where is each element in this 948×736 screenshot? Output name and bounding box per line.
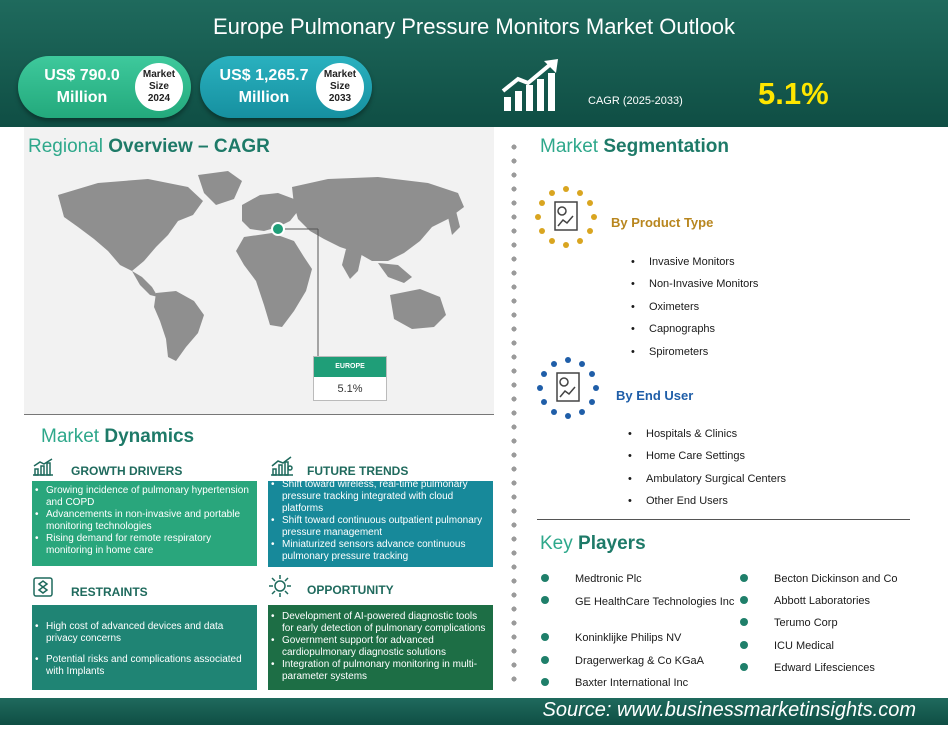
market-size-2033-value: US$ 1,265.7 Million bbox=[219, 67, 309, 106]
end-user-title: By End User bbox=[616, 388, 694, 403]
restraints-icon bbox=[32, 576, 54, 598]
footer-bar bbox=[0, 698, 948, 725]
player-name: Abbott Laboratories bbox=[774, 595, 871, 607]
divider-right bbox=[537, 519, 910, 520]
growth-chart-icon bbox=[500, 57, 564, 113]
future-trends-title: FUTURE TRENDS bbox=[307, 464, 409, 478]
europe-marker bbox=[272, 223, 284, 235]
product-type-title: By Product Type bbox=[611, 215, 714, 230]
player-bullet bbox=[541, 596, 549, 604]
regional-overview-title: Regional Overview – CAGR bbox=[28, 136, 270, 157]
player-bullet bbox=[740, 596, 748, 604]
market-size-2024-value: US$ 790.0 Million bbox=[44, 67, 120, 106]
vertical-dotted-divider bbox=[511, 140, 517, 690]
growth-drivers-title: GROWTH DRIVERS bbox=[71, 464, 183, 478]
opportunity-title: OPPORTUNITY bbox=[307, 583, 394, 597]
europe-cagr-box bbox=[313, 356, 387, 401]
list-item: • Growing incidence of pulmonary hypertension and COPD bbox=[32, 485, 253, 509]
player-name: Becton Dickinson and Co bbox=[774, 573, 898, 585]
player-bullet bbox=[541, 656, 549, 664]
list-item: • Other End Users bbox=[628, 490, 786, 512]
market-size-2024-pill bbox=[18, 56, 191, 118]
list-item: • Advancements in non-invasive and portable monitoring technologies bbox=[32, 509, 253, 533]
player-name: Dragerwerkag & Co KGaA bbox=[575, 655, 704, 667]
divider-left bbox=[24, 414, 494, 415]
growth-drivers-card bbox=[32, 481, 257, 566]
list-item: • Rising demand for remote respiratory monitoring in home care bbox=[32, 533, 253, 557]
cagr-label: CAGR (2025-2033) bbox=[588, 95, 683, 107]
europe-cagr-value: 5.1% bbox=[337, 383, 363, 395]
list-item: • Development of AI-powered diagnostic tools for early detection of pulmonary complications bbox=[268, 611, 491, 635]
market-segmentation-title: Market Segmentation bbox=[540, 136, 729, 157]
player-bullet bbox=[740, 618, 748, 626]
market-size-2033-badge: Market Size 2033 bbox=[316, 63, 364, 111]
list-item: • Potential risks and complications associated with Implants bbox=[32, 654, 253, 678]
player-bullet bbox=[740, 663, 748, 671]
player-bullet bbox=[541, 633, 549, 641]
product-type-list bbox=[631, 251, 758, 363]
key-players-title: Key Players bbox=[540, 533, 646, 554]
player-bullet bbox=[541, 574, 549, 582]
list-item: • Ambulatory Surgical Centers bbox=[628, 468, 786, 490]
player-name: Baxter International Inc bbox=[575, 677, 689, 689]
list-item: • Shift toward continuous outpatient pulmonary pressure management bbox=[268, 515, 489, 539]
player-name: Medtronic Plc bbox=[575, 573, 642, 585]
market-size-2033-pill bbox=[200, 56, 372, 118]
list-item: • Invasive Monitors bbox=[631, 251, 758, 273]
list-item: • Capnographs bbox=[631, 318, 758, 340]
list-item: • Shift toward wireless, real-time pulmonary pressure tracking integrated with cloud platforms bbox=[268, 479, 489, 515]
list-item: • Oximeters bbox=[631, 296, 758, 318]
restraints-card bbox=[32, 605, 257, 690]
future-trends-card bbox=[268, 481, 493, 567]
player-bullet bbox=[541, 678, 549, 686]
header-banner bbox=[0, 0, 948, 127]
cagr-value: 5.1% bbox=[758, 76, 829, 111]
player-name: Edward Lifesciences bbox=[774, 662, 875, 674]
player-name: Koninklijke Philips NV bbox=[575, 632, 682, 644]
list-item: • Non-Invasive Monitors bbox=[631, 273, 758, 295]
player-name: Terumo Corp bbox=[774, 617, 838, 629]
list-item: • Integration of pulmonary monitoring in multi-parameter systems bbox=[268, 659, 491, 683]
end-user-icon bbox=[537, 357, 599, 419]
player-name: GE HealthCare Technologies Inc bbox=[575, 596, 735, 608]
player-bullet bbox=[740, 641, 748, 649]
growth-drivers-icon bbox=[32, 458, 54, 476]
source-text: Source: www.businessmarketinsights.com bbox=[542, 699, 916, 721]
list-item: • Spirometers bbox=[631, 341, 758, 363]
player-name: ICU Medical bbox=[774, 640, 834, 652]
opportunity-icon bbox=[268, 574, 292, 598]
list-item: • Hospitals & Clinics bbox=[628, 423, 786, 445]
product-type-icon bbox=[535, 186, 597, 248]
player-bullet bbox=[740, 574, 748, 582]
list-item: • Home Care Settings bbox=[628, 445, 786, 467]
end-user-list bbox=[628, 423, 786, 513]
list-item: • High cost of advanced devices and data privacy concerns bbox=[32, 621, 253, 645]
page-title: Europe Pulmonary Pressure Monitors Market Outlook bbox=[212, 14, 736, 39]
list-item: • Miniaturized sensors advance continuous pulmonary pressure tracking bbox=[268, 539, 489, 563]
future-trends-icon bbox=[270, 456, 294, 476]
list-item: • Government support for advanced cardiopulmonary diagnostic solutions bbox=[268, 635, 491, 659]
europe-label: EUROPE bbox=[314, 357, 386, 377]
restraints-title: RESTRAINTS bbox=[71, 585, 148, 599]
market-size-2024-badge: Market Size 2024 bbox=[135, 63, 183, 111]
market-dynamics-title: Market Dynamics bbox=[41, 426, 195, 447]
world-map bbox=[28, 165, 488, 365]
opportunity-card bbox=[268, 605, 493, 690]
